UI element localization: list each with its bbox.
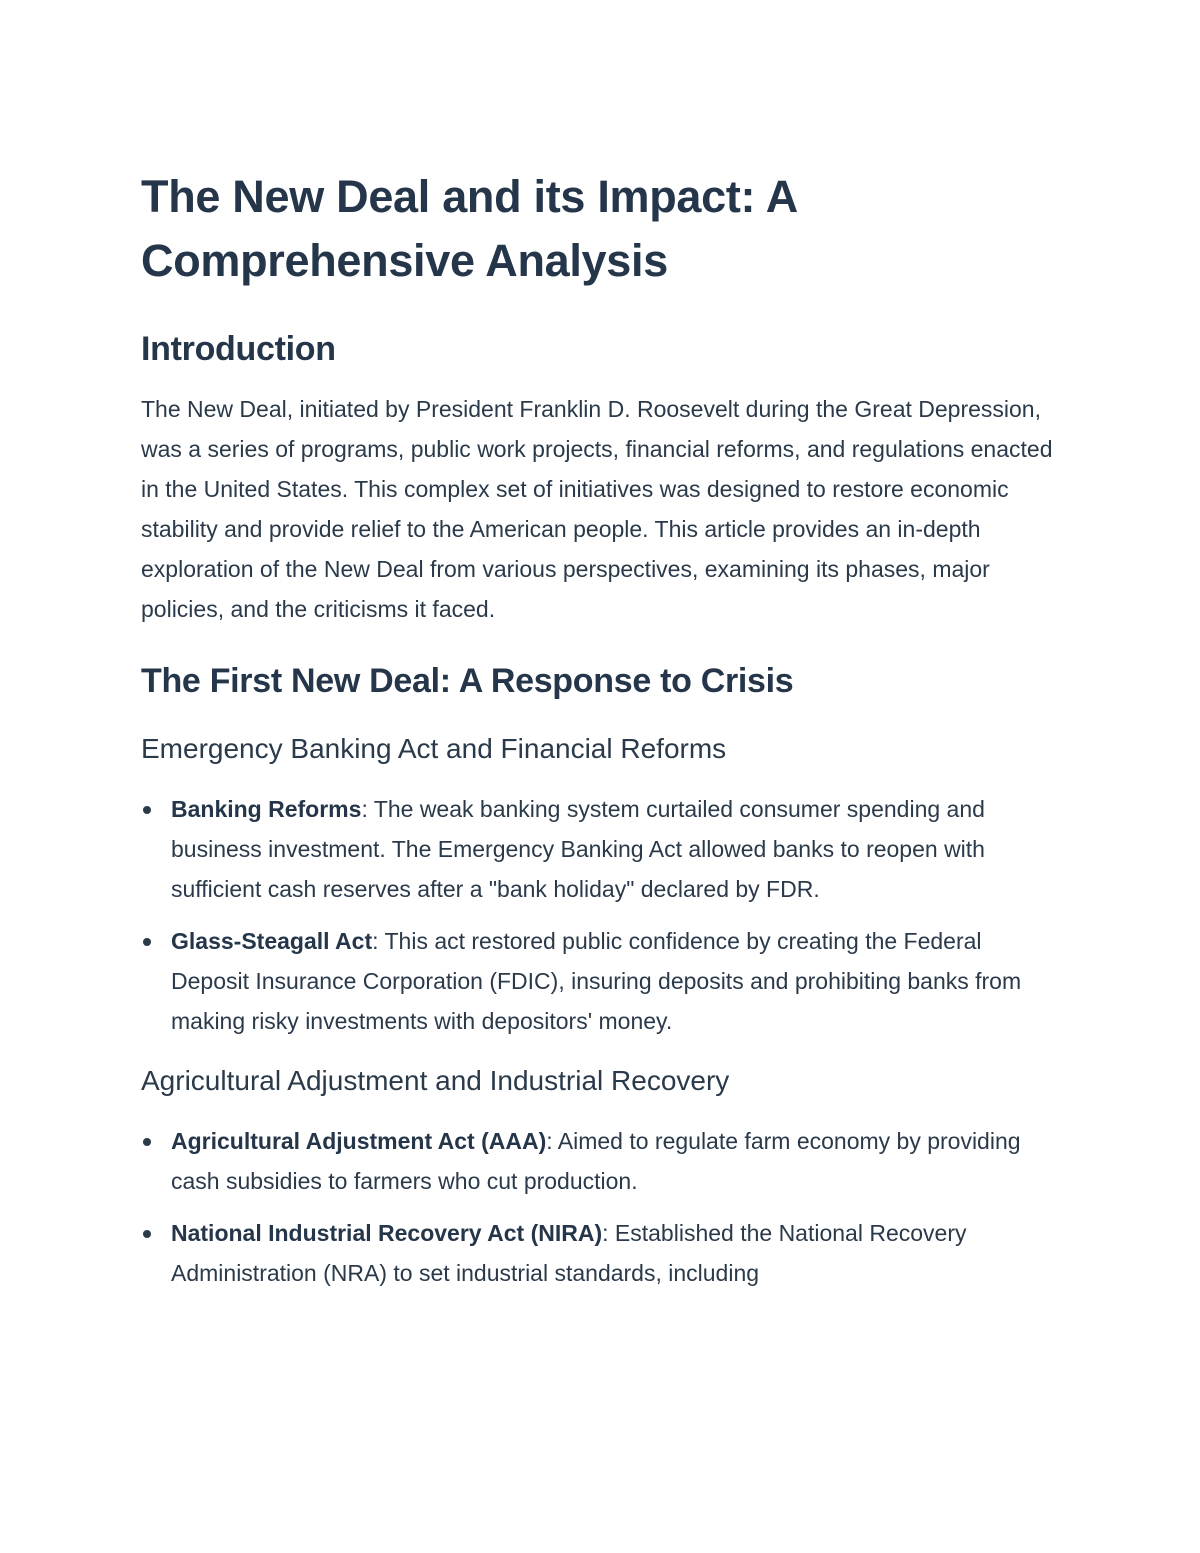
banking-list: [141, 789, 1061, 1041]
list-item-text: : This act restored public confidence by creating the Federal Deposit Insurance Corporation (FDIC), insuring deposits and prohibiting banks from making risky investments with depositors' money.: [171, 928, 1022, 1034]
list-item-term: Banking Reforms: [171, 796, 362, 822]
list-item: [141, 921, 1061, 1041]
list-item-term: Agricultural Adjustment Act (AAA): [171, 1128, 547, 1154]
list-item: [141, 1213, 1061, 1293]
list-item: [141, 1121, 1061, 1201]
document-page: [141, 165, 1061, 1305]
list-item-text: : The weak banking system curtailed consumer spending and business investment. The Emergency Banking Act allowed banks to reopen with sufficient cash reserves after a "bank holiday" declared by FDR.: [171, 796, 985, 902]
list-item-text: : Aimed to regulate farm economy by providing cash subsidies to farmers who cut production.: [171, 1128, 1021, 1194]
agriculture-list: [141, 1121, 1061, 1293]
first-new-deal-heading: The First New Deal: A Response to Crisis: [141, 662, 794, 700]
list-item: [141, 789, 1061, 909]
bullet-icon: [143, 1230, 151, 1238]
bullet-icon: [143, 938, 151, 946]
bullet-icon: [143, 806, 151, 814]
list-item-term: Glass-Steagall Act: [171, 928, 373, 954]
introduction-paragraph: The New Deal, initiated by President Franklin D. Roosevelt during the Great Depression, was a series of programs, public work projects, financial reforms, and regulations enacted in the United States. This complex set of initiatives was designed to restore economic stability and provide relief to the American people. This article provides an in-depth exploration of the New Deal from various perspectives, examining its phases, major policies, and the criticisms it faced.: [141, 396, 1053, 622]
bullet-icon: [143, 1138, 151, 1146]
banking-subheading: Emergency Banking Act and Financial Reforms: [141, 733, 727, 764]
list-item-text: : Established the National Recovery Administration (NRA) to set industrial standards, including: [171, 1220, 967, 1286]
page-title: The New Deal and its Impact: A Comprehensive Analysis: [141, 171, 797, 286]
list-item-term: National Industrial Recovery Act (NIRA): [171, 1220, 603, 1246]
agriculture-subheading: Agricultural Adjustment and Industrial Recovery: [141, 1065, 730, 1096]
introduction-heading: Introduction: [141, 330, 336, 368]
